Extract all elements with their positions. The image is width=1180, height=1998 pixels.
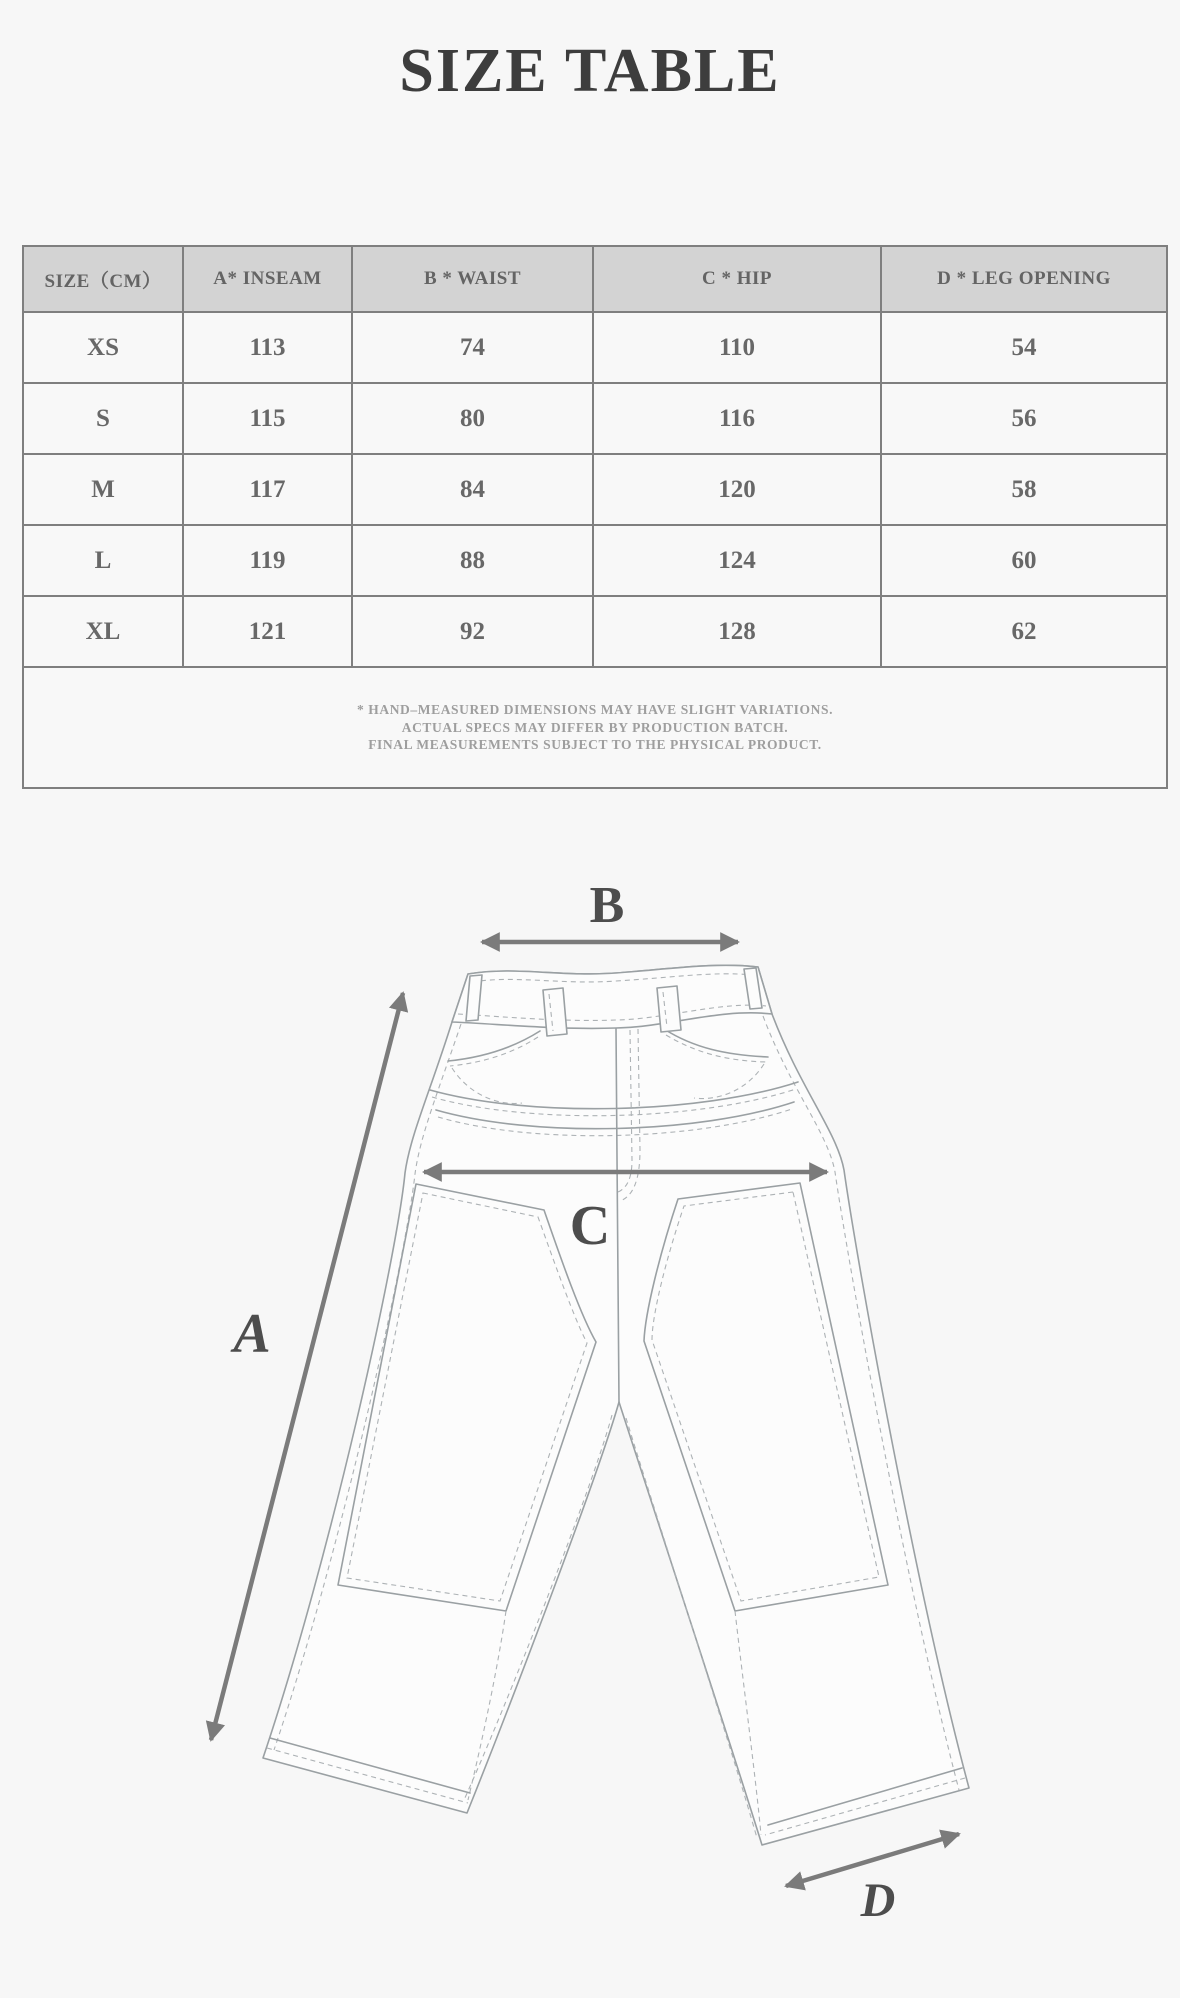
- col-header-size: SIZE（CM）: [23, 246, 183, 312]
- size-table-cell: 110: [593, 312, 881, 383]
- pants-measurement-diagram: [0, 848, 1180, 1998]
- size-table-row: [23, 525, 1167, 596]
- size-table-cell: 54: [881, 312, 1167, 383]
- size-table-footer: [23, 667, 1167, 788]
- size-table-row: [23, 454, 1167, 525]
- size-table-cell: 119: [183, 525, 352, 596]
- size-table-cell: 84: [352, 454, 593, 525]
- col-header-waist: B * WAIST: [352, 246, 593, 312]
- size-table-cell: XL: [23, 596, 183, 667]
- footnote-line: * HAND–MEASURED DIMENSIONS MAY HAVE SLIGHT VARIATIONS.: [356, 702, 834, 718]
- dim-label-c: C: [569, 1195, 611, 1257]
- size-table-cell: S: [23, 383, 183, 454]
- size-table-cell: 120: [593, 454, 881, 525]
- size-table-row: [23, 383, 1167, 454]
- size-table-body: [23, 312, 1167, 667]
- size-table-cell: 128: [593, 596, 881, 667]
- dim-label-a: A: [233, 1303, 271, 1365]
- dim-label-b: B: [589, 877, 625, 934]
- size-table-cell: 121: [183, 596, 352, 667]
- size-table-cell: 113: [183, 312, 352, 383]
- size-table-cell: 56: [881, 383, 1167, 454]
- header-row: [23, 246, 1167, 312]
- size-table-row: [23, 312, 1167, 383]
- size-table-cell: M: [23, 454, 183, 525]
- size-table-row: [23, 596, 1167, 667]
- size-table-cell: 60: [881, 525, 1167, 596]
- size-table-cell: 74: [352, 312, 593, 383]
- size-table-cell: XS: [23, 312, 183, 383]
- size-table-cell: 58: [881, 454, 1167, 525]
- size-table-cell: 124: [593, 525, 881, 596]
- size-table-cell: 88: [352, 525, 593, 596]
- footnote-line: ACTUAL SPECS MAY DIFFER BY PRODUCTION BATCH.: [401, 719, 789, 735]
- size-table-cell: 115: [183, 383, 352, 454]
- footnote-row: [23, 667, 1167, 788]
- size-table-cell: 116: [593, 383, 881, 454]
- col-header-hip: C * HIP: [593, 246, 881, 312]
- footnote-cell: [23, 667, 1167, 788]
- footnote-line: FINAL MEASUREMENTS SUBJECT TO THE PHYSICAL PRODUCT.: [368, 737, 822, 753]
- size-table-cell: 117: [183, 454, 352, 525]
- size-table-header: [23, 246, 1167, 312]
- pants-outline-drawing: [263, 965, 969, 1845]
- size-table-cell: 80: [352, 383, 593, 454]
- page-title: SIZE TABLE: [399, 37, 781, 105]
- size-table: [22, 245, 1168, 789]
- dim-label-d: D: [860, 1874, 896, 1927]
- col-header-inseam: A* INSEAM: [183, 246, 352, 312]
- size-table-cell: L: [23, 525, 183, 596]
- size-table-cell: 62: [881, 596, 1167, 667]
- size-table-cell: 92: [352, 596, 593, 667]
- col-header-leg-opening: D * LEG OPENING: [881, 246, 1167, 312]
